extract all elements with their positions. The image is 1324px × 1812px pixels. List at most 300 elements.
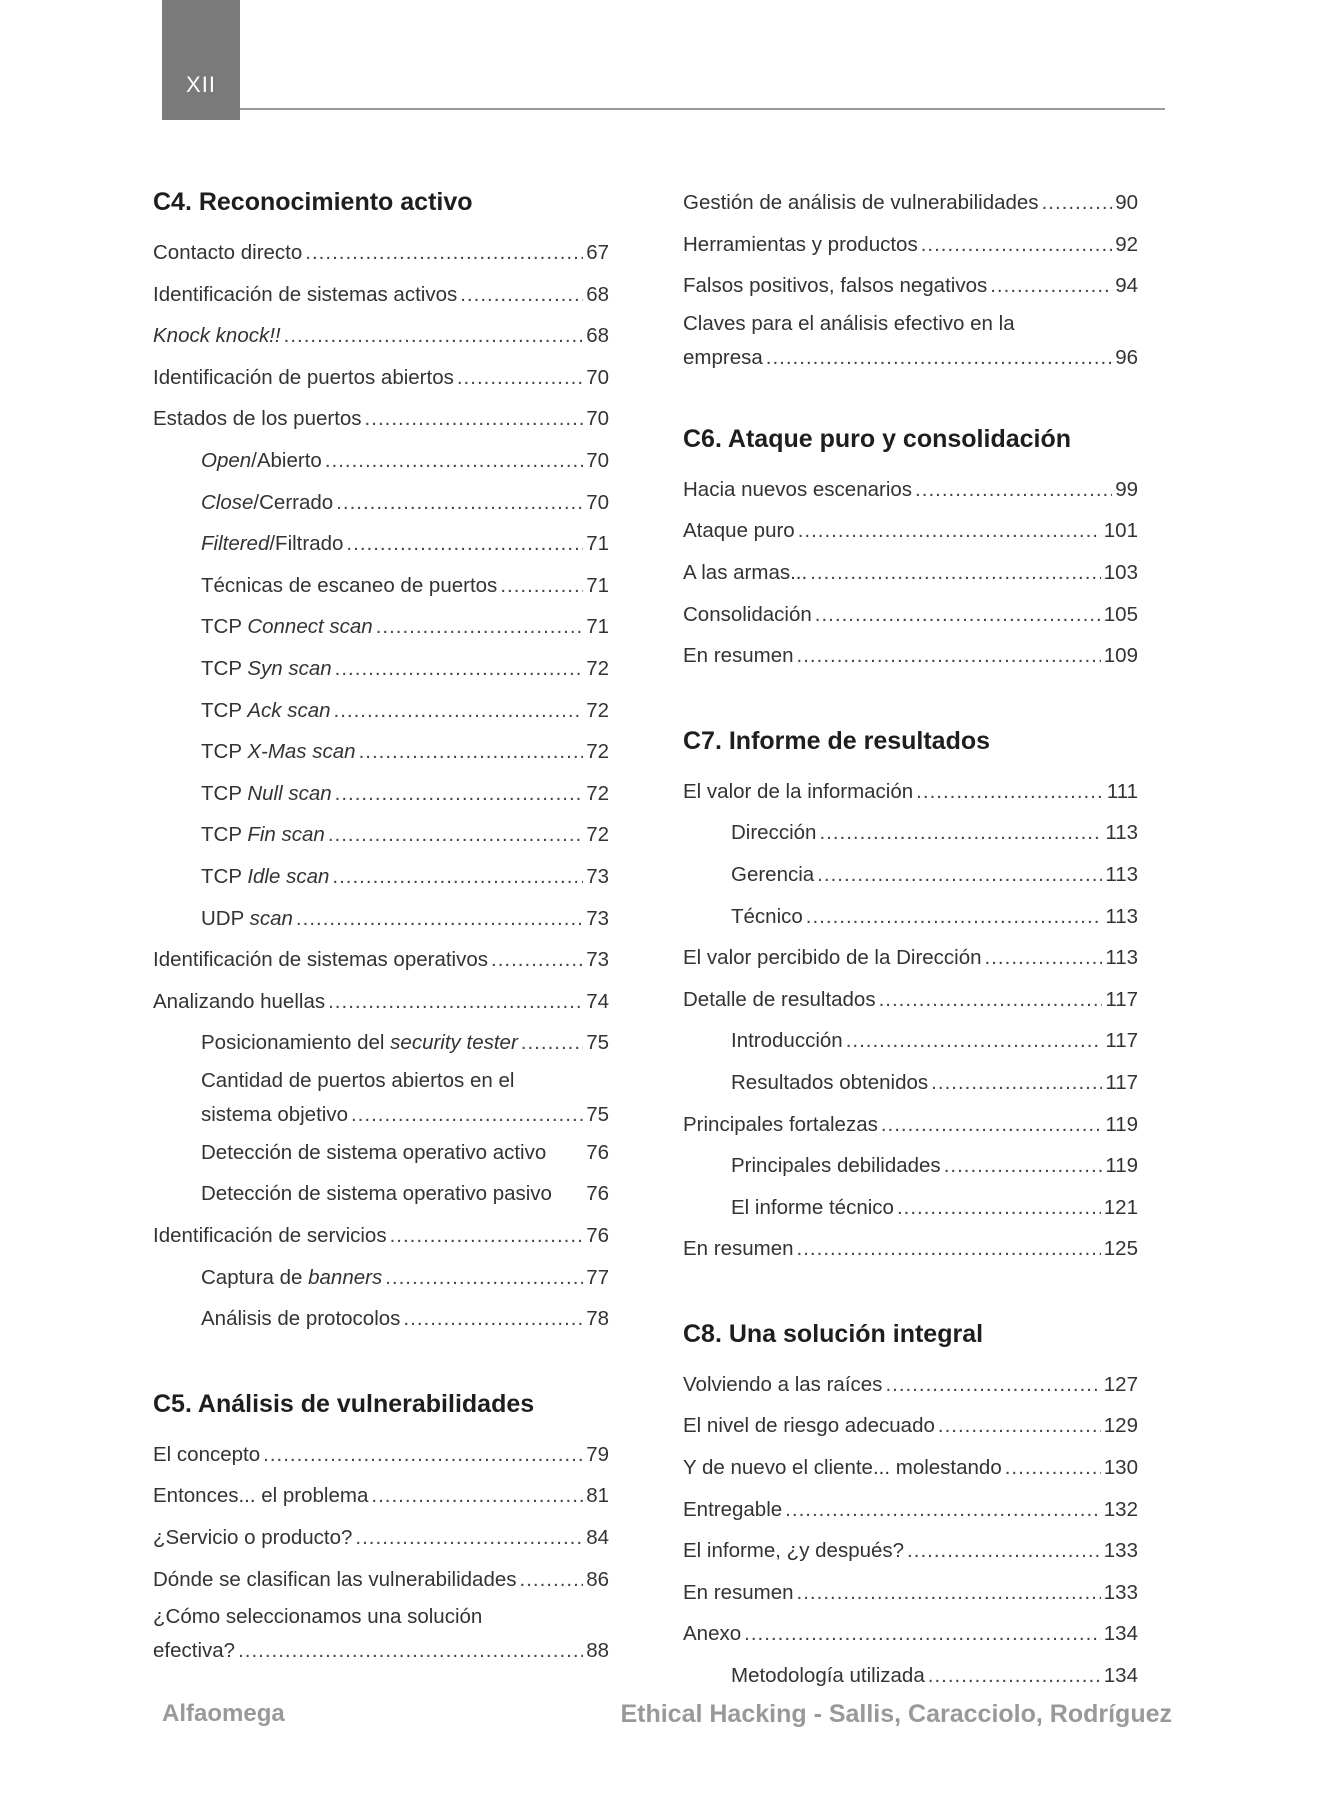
toc-entry: [683, 265, 1138, 307]
toc-entry-italic: banners: [308, 1265, 383, 1289]
toc-entry-text: [201, 1257, 382, 1299]
toc-entry: [153, 898, 609, 940]
toc-entry-text: [201, 440, 322, 482]
toc-leader-dots: [797, 1228, 1101, 1270]
toc-leader-dots: [1042, 182, 1113, 224]
toc-entry: [683, 979, 1138, 1021]
toc-page-number: 90: [1115, 191, 1138, 214]
toc-entry: [683, 635, 1138, 677]
toc-page-number: 133: [1103, 1580, 1138, 1604]
toc-entry-text: [201, 1098, 348, 1132]
toc-entry-label: Técnicas de escaneo de puertos: [201, 573, 498, 597]
toc-leader-dots: [798, 510, 1101, 552]
toc-entry-label: sistema objetivo: [201, 1102, 348, 1126]
toc-page-number: 127: [1103, 1372, 1138, 1396]
toc-page-number: 113: [1105, 821, 1138, 845]
toc-page-number: 70: [586, 407, 609, 431]
toc-entry-text: [731, 854, 814, 896]
toc-leader-dots: [355, 1517, 583, 1559]
toc-entry: [153, 731, 609, 773]
toc-section: [153, 182, 609, 1340]
toc-page-number: 113: [1105, 946, 1138, 970]
toc-section: [153, 1384, 609, 1668]
toc-entry-prefix: TCP: [201, 656, 248, 680]
toc-entry-label: Introducción: [731, 1029, 843, 1053]
toc-entry-prefix: TCP: [201, 740, 248, 764]
toc-page-number: 105: [1103, 602, 1138, 626]
toc-leader-dots: [907, 1530, 1101, 1572]
toc-entry: [683, 1364, 1138, 1406]
toc-entry-prefix: UDP: [201, 906, 250, 930]
toc-entry-label: Principales debilidades: [731, 1154, 941, 1178]
toc-entry-label: Principales fortalezas: [683, 1112, 878, 1136]
toc-entry-prefix: TCP: [201, 823, 248, 847]
toc-entry-text: [153, 1517, 352, 1559]
toc-entry: [683, 510, 1138, 552]
toc-entry-label: /Cerrado: [253, 490, 334, 514]
toc-entry: [153, 1475, 609, 1517]
toc-section: [683, 419, 1138, 677]
toc-leader-dots: [351, 1098, 583, 1132]
toc-entry: [683, 1572, 1138, 1614]
toc-page-number: 81: [586, 1484, 609, 1508]
header-rule: [240, 108, 1165, 110]
toc-entry-text: [201, 731, 356, 773]
toc-page-number: 71: [586, 573, 609, 597]
toc-entry: [153, 482, 609, 524]
toc-leader-dots: [806, 896, 1103, 938]
toc-leader-dots: [885, 1364, 1100, 1406]
toc-entry-italic: Open: [201, 448, 252, 472]
toc-entry: [683, 771, 1138, 813]
toc-entry-prefix: TCP: [201, 615, 248, 639]
toc-entry-label: Y de nuevo el cliente... molestando: [683, 1456, 1002, 1480]
toc-entry-text: [201, 1173, 552, 1215]
toc-page-number: 99: [1115, 477, 1138, 501]
toc-entry-text: [731, 1062, 928, 1104]
footer-book-title: Ethical Hacking - Sallis, Caracciolo, Rodríguez: [620, 1700, 1172, 1728]
toc-leader-dots: [879, 979, 1103, 1021]
toc-leader-dots: [916, 771, 1104, 813]
toc-entry-label: El concepto: [153, 1442, 261, 1466]
toc-entry-text: [731, 812, 816, 854]
toc-entry: [153, 315, 609, 357]
toc-entry-italic: security tester: [390, 1031, 518, 1055]
toc-leader-dots: [766, 341, 1112, 375]
toc-entry: [683, 1145, 1138, 1187]
toc-leader-dots: [819, 812, 1102, 854]
section-title: C7. Informe de resultados: [683, 726, 991, 755]
toc-page-number: 77: [586, 1265, 609, 1289]
toc-entry: [153, 773, 609, 815]
toc-entry-label: Hacia nuevos escenarios: [683, 477, 913, 501]
toc-entry-label: Gestión de análisis de vulnerabilidades: [683, 191, 1039, 214]
toc-entry-line2: [153, 1634, 609, 1668]
toc-leader-dots: [520, 1559, 584, 1601]
toc-leader-dots: [284, 315, 584, 357]
toc-entry: [683, 937, 1138, 979]
toc-entry-text: [201, 606, 373, 648]
toc-page-number: 74: [586, 989, 609, 1013]
toc-entry-label: Consolidación: [683, 602, 812, 626]
toc-page-number: 68: [586, 324, 609, 348]
toc-page-number: 70: [586, 365, 609, 389]
toc-entry: [153, 981, 609, 1023]
toc-entry: [683, 1530, 1138, 1572]
toc-entry: [153, 1434, 609, 1476]
toc-entry-text: [683, 182, 1039, 224]
toc-entry-line1: Cantidad de puertos abiertos en el: [201, 1068, 515, 1092]
toc-entry: [153, 1215, 609, 1257]
toc-page-number: 72: [586, 698, 609, 722]
toc-entry-text: [731, 1020, 843, 1062]
toc-leader-dots: [897, 1187, 1101, 1229]
toc-entry: [683, 1020, 1138, 1062]
toc-page-number: 73: [586, 864, 609, 888]
toc-entry-label: Identificación de sistemas operativos: [153, 948, 489, 972]
toc-entry-prefix: TCP: [201, 698, 248, 722]
toc-entry: [153, 814, 609, 856]
toc-entry-label: Ataque puro: [683, 519, 795, 543]
toc-entry-label: Detección de sistema operativo activo: [201, 1140, 547, 1164]
toc-entry: [683, 1405, 1138, 1447]
toc-entry-text: [731, 896, 803, 938]
toc-entry-prefix: Captura de: [201, 1265, 309, 1289]
toc-entry-label: Detección de sistema operativo pasivo: [201, 1182, 552, 1206]
toc-entry-label: Gerencia: [731, 862, 815, 886]
toc-page-number: 88: [586, 1639, 609, 1663]
toc-entry-text: [731, 1145, 941, 1187]
toc-entry: [683, 1187, 1138, 1229]
toc-entry-italic: Syn scan: [247, 656, 332, 680]
toc-leader-dots: [881, 1104, 1102, 1146]
toc-page-number: 76: [586, 1224, 609, 1248]
toc-leader-dots: [332, 856, 583, 898]
toc-page-number: 101: [1103, 519, 1138, 543]
toc-entry-text: [683, 341, 763, 375]
toc-leader-dots: [846, 1020, 1103, 1062]
section-title: C4. Reconocimiento activo: [153, 188, 473, 216]
toc-entry: [683, 1489, 1138, 1531]
toc-entry-text: [201, 482, 333, 524]
toc-entry-label: En resumen: [683, 1237, 794, 1261]
toc-page-number: 117: [1105, 1070, 1138, 1094]
toc-entry-text: [201, 523, 343, 565]
toc-leader-dots: [921, 224, 1112, 266]
toc-entry-text: [683, 635, 794, 677]
toc-entry-text: [683, 1364, 882, 1406]
toc-entry-italic: Filtered: [201, 532, 270, 556]
toc-page-number: 109: [1103, 644, 1138, 668]
toc-entry-text: [683, 1104, 878, 1146]
toc-entry-text: [683, 1613, 741, 1655]
toc-entry-label: Entregable: [683, 1497, 783, 1521]
toc-leader-dots: [460, 274, 583, 316]
toc-entry-label: Resultados obtenidos: [731, 1070, 929, 1094]
toc-page-number: 71: [586, 532, 609, 556]
toc-leader-dots: [944, 1145, 1103, 1187]
toc-entry: [683, 1655, 1138, 1697]
toc-leader-dots: [403, 1298, 583, 1340]
toc-entry-label: El informe técnico: [731, 1195, 894, 1219]
toc-page-number: 130: [1103, 1456, 1138, 1480]
toc-leader-dots: [491, 939, 583, 981]
toc-entry-italic: X-Mas scan: [247, 740, 356, 764]
toc-page-number: 111: [1106, 779, 1138, 803]
toc-entry-prefix: Posicionamiento del: [201, 1031, 391, 1055]
toc-entry-label: Detalle de resultados: [683, 987, 876, 1011]
toc-entry-text: [683, 1572, 794, 1614]
toc-page-number: 113: [1105, 904, 1138, 928]
toc-entry-text: [683, 1489, 782, 1531]
toc-entry-text: [201, 1298, 400, 1340]
toc-leader-dots: [990, 265, 1112, 307]
toc-entry-text: [153, 981, 325, 1023]
toc-entry-label: /Abierto: [251, 448, 322, 472]
toc-entry-line1: Claves para el análisis efectivo en la: [683, 311, 1015, 335]
toc-leader-dots: [371, 1475, 583, 1517]
page-number-tab: [162, 0, 240, 120]
toc-section: [683, 1314, 1138, 1697]
toc-entry: [153, 1559, 609, 1601]
toc-leader-dots: [744, 1613, 1101, 1655]
toc-entry: [683, 896, 1138, 938]
toc-entry-label: Knock knock!!: [153, 324, 281, 348]
toc-entry: [683, 1104, 1138, 1146]
toc-entry: [153, 523, 609, 565]
toc-entry-text: [153, 1434, 260, 1476]
toc-section: [683, 721, 1138, 1270]
toc-page-number: 68: [586, 282, 609, 306]
toc-page-number: 94: [1115, 274, 1138, 298]
toc-leader-dots: [334, 690, 584, 732]
toc-page-number: 70: [586, 490, 609, 514]
section-title: C6. Ataque puro y consolidación: [683, 424, 1072, 453]
toc-entry-label: En resumen: [683, 644, 794, 668]
toc-entry: [153, 856, 609, 898]
toc-entry-label: Analizando huellas: [153, 989, 326, 1013]
toc-entry-line2: [683, 341, 1138, 375]
toc-entry-italic: scan: [249, 906, 293, 930]
toc-leader-dots: [336, 482, 583, 524]
toc-leader-dots: [521, 1022, 583, 1064]
toc-entry-text: [153, 1559, 517, 1601]
toc-leader-dots: [785, 1489, 1101, 1531]
toc-entry: [153, 648, 609, 690]
toc-entry-text: [683, 552, 807, 594]
toc-entry: [153, 1064, 609, 1132]
toc-entry-text: [153, 315, 281, 357]
toc-entry-text: [683, 937, 982, 979]
toc-entry: [683, 1062, 1138, 1104]
toc-page-number: 92: [1115, 232, 1138, 256]
toc-entry-text: [683, 469, 912, 511]
toc-left-column: [153, 182, 609, 1712]
section-title: C5. Análisis de vulnerabilidades: [153, 1389, 535, 1418]
toc-leader-dots: [457, 357, 583, 399]
toc-entry-text: [731, 1655, 925, 1697]
toc-page-number: 70: [586, 448, 609, 472]
toc-page-number: 76: [586, 1182, 609, 1206]
toc-page-number: 103: [1103, 560, 1138, 584]
toc-page-number: 79: [586, 1442, 609, 1466]
toc-right-column: [683, 182, 1138, 1741]
toc-leader-dots: [328, 981, 583, 1023]
toc-entry-label: Identificación de sistemas activos: [153, 282, 458, 306]
page-number: XII: [186, 72, 216, 97]
toc-entry-text: [153, 274, 457, 316]
toc-leader-dots: [797, 635, 1101, 677]
toc-leader-dots: [985, 937, 1103, 979]
toc-leader-dots: [797, 1572, 1101, 1614]
toc-entry: [153, 440, 609, 482]
toc-entry-label: El valor percibido de la Dirección: [683, 946, 982, 970]
toc-entry-label: efectiva?: [153, 1639, 236, 1663]
toc-entry-line2: [201, 1098, 609, 1132]
toc-leader-dots: [328, 814, 583, 856]
toc-entry-text: [683, 594, 812, 636]
toc-leader-dots: [810, 552, 1101, 594]
toc-entry: [683, 469, 1138, 511]
toc-entry-label: Metodología utilizada: [731, 1664, 925, 1688]
toc-entry-text: [683, 224, 918, 266]
toc-entry-text: [683, 1530, 904, 1572]
toc-leader-dots: [359, 731, 584, 773]
toc-page-number: 134: [1103, 1664, 1138, 1688]
toc-entry: [153, 1600, 609, 1668]
toc-entry: [153, 398, 609, 440]
toc-page-number: 129: [1103, 1414, 1138, 1438]
toc-page-number: 67: [586, 241, 609, 264]
toc-entry-text: [153, 1475, 368, 1517]
toc-page-number: 121: [1103, 1195, 1138, 1219]
toc-entry-label: El valor de la información: [683, 779, 914, 803]
toc-entry-label: /Filtrado: [269, 532, 344, 556]
toc-entry-text: [683, 1405, 935, 1447]
toc-entry: [153, 606, 609, 648]
toc-leader-dots: [915, 469, 1112, 511]
toc-entry-prefix: TCP: [201, 864, 248, 888]
toc-entry-italic: Ack scan: [247, 698, 331, 722]
toc-page-number: 96: [1115, 345, 1138, 369]
toc-leader-dots: [928, 1655, 1101, 1697]
toc-leader-dots: [346, 523, 583, 565]
toc-page-number: 125: [1103, 1237, 1138, 1261]
toc-entry-label: Técnico: [731, 904, 803, 928]
toc-page-number: 119: [1105, 1112, 1138, 1136]
toc-entry-text: [201, 1022, 518, 1064]
toc-leader-dots: [376, 606, 584, 648]
toc-leader-dots: [325, 440, 583, 482]
toc-entry-text: [153, 1215, 387, 1257]
toc-page-number: 133: [1103, 1539, 1138, 1563]
toc-entry: [153, 1517, 609, 1559]
toc-leader-dots: [931, 1062, 1102, 1104]
toc-entry-label: Análisis de protocolos: [201, 1307, 401, 1331]
toc-entry-label: Entonces... el problema: [153, 1484, 369, 1508]
toc-entry: [153, 1173, 609, 1215]
toc-page-number: 76: [586, 1140, 609, 1164]
toc-entry-label: En resumen: [683, 1580, 794, 1604]
toc-entry: [153, 357, 609, 399]
toc-leader-dots: [817, 854, 1102, 896]
toc-entry-text: [683, 510, 795, 552]
toc-entry-text: [683, 771, 913, 813]
toc-leader-dots: [263, 1434, 583, 1476]
toc-leader-dots: [335, 773, 584, 815]
toc-entry-label: El informe, ¿y después?: [683, 1539, 905, 1563]
toc-entry: [683, 1447, 1138, 1489]
toc-entry: [153, 939, 609, 981]
toc-entry-text: [683, 265, 987, 307]
toc-page-number: 84: [586, 1526, 609, 1550]
toc-leader-dots: [1005, 1447, 1101, 1489]
toc-entry-text: [153, 398, 362, 440]
toc-page-number: 72: [586, 740, 609, 764]
toc-page-number: 75: [586, 1031, 609, 1055]
toc-entry: [683, 224, 1138, 266]
toc-leader-dots: [365, 398, 584, 440]
toc-leader-dots: [500, 565, 583, 607]
toc-entry-text: [201, 690, 331, 732]
toc-entry-label: Identificación de puertos abiertos: [153, 365, 454, 389]
toc-entry: [153, 690, 609, 732]
toc-leader-dots: [385, 1257, 583, 1299]
toc-page-number: 119: [1105, 1154, 1138, 1178]
toc-leader-dots: [335, 648, 584, 690]
toc-entry-italic: Null scan: [247, 781, 332, 805]
toc-entry-text: [201, 814, 325, 856]
toc-entry-label: ¿Servicio o producto?: [153, 1526, 353, 1550]
toc-entry-text: [153, 939, 488, 981]
toc-page-number: 72: [586, 781, 609, 805]
toc-entry: [153, 1022, 609, 1064]
toc-entry: [153, 232, 609, 274]
toc-page-number: 86: [586, 1567, 609, 1591]
toc-page-number: 72: [586, 823, 609, 847]
toc-page-number: 78: [586, 1307, 609, 1331]
toc-entry-label: Contacto directo: [153, 241, 303, 264]
toc-entry: [683, 594, 1138, 636]
toc-entry: [683, 854, 1138, 896]
toc-entry: [153, 274, 609, 316]
toc-page-number: 73: [586, 948, 609, 972]
toc-leader-dots: [938, 1405, 1101, 1447]
toc-entry-label: El nivel de riesgo adecuado: [683, 1414, 935, 1438]
toc-entry-text: [683, 1228, 794, 1270]
toc-page-number: 132: [1103, 1497, 1138, 1521]
toc-entry-text: [201, 856, 329, 898]
toc-entry: [153, 1298, 609, 1340]
toc-page-number: 71: [586, 615, 609, 639]
toc-entry-prefix: TCP: [201, 781, 248, 805]
toc-page-number: 75: [586, 1102, 609, 1126]
toc-page-number: 113: [1105, 862, 1138, 886]
toc-entry-text: [153, 232, 302, 274]
toc-entry: [683, 812, 1138, 854]
toc-entry-label: Dirección: [731, 821, 817, 845]
toc-entry-label: Falsos positivos, falsos negativos: [683, 274, 988, 298]
toc-entry-label: empresa: [683, 345, 763, 369]
toc-page-number: 117: [1105, 1029, 1138, 1053]
toc-entry: [683, 552, 1138, 594]
toc-entry-italic: Idle scan: [247, 864, 330, 888]
toc-section: [683, 182, 1138, 375]
toc-page-number: 134: [1103, 1622, 1138, 1646]
toc-page-number: 72: [586, 656, 609, 680]
toc-entry-text: [731, 1187, 894, 1229]
toc-leader-dots: [815, 594, 1101, 636]
